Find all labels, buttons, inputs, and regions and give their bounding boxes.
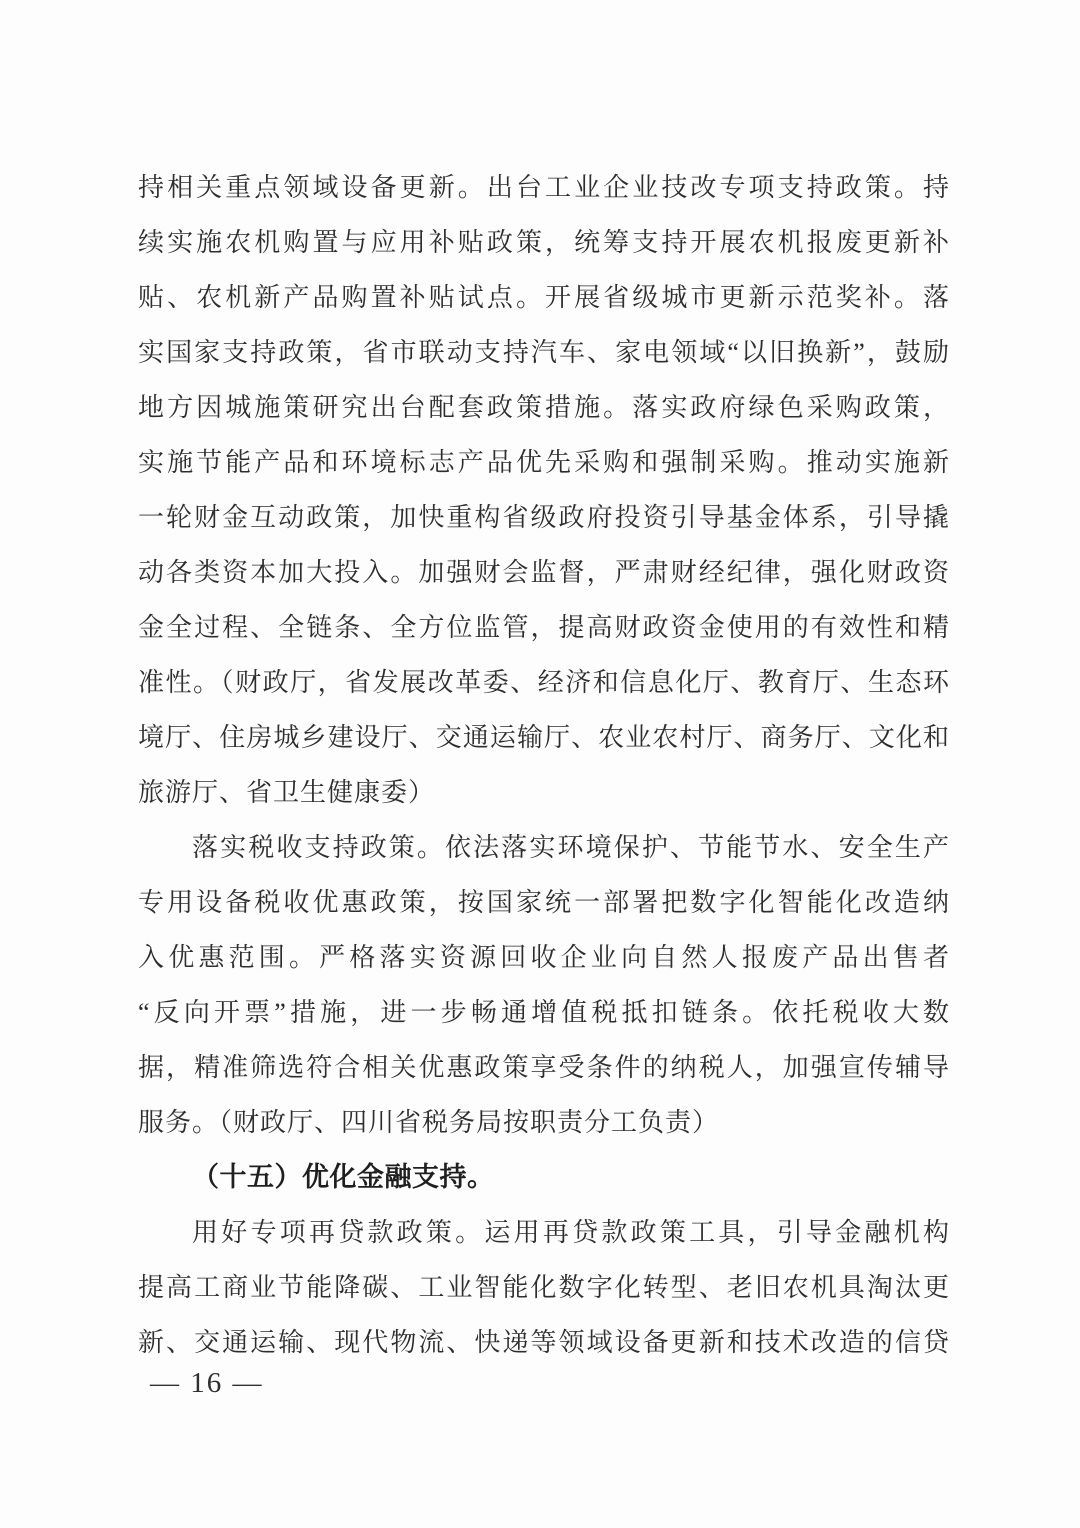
- text-line: 一轮财金互动政策，加快重构省级政府投资引导基金体系，引导撬: [138, 503, 950, 532]
- paragraph-continuation: [138, 160, 950, 820]
- text-line: 动各类资本加大投入。加强财会监督，严肃财经纪律，强化财政资: [138, 558, 950, 587]
- text-line: 金全过程、全链条、全方位监管，提高财政资金使用的有效性和精: [138, 613, 950, 642]
- text-line: 实国家支持政策，省市联动支持汽车、家电领域“以旧换新”，鼓励: [138, 338, 950, 367]
- text-line: 地方因城施策研究出台配套政策措施。落实政府绿色采购政策，: [138, 393, 950, 422]
- page-number: — 16 —: [150, 1367, 264, 1399]
- text-line: 落实税收支持政策。依法落实环境保护、节能节水、安全生产: [192, 833, 950, 862]
- text-line: 实施节能产品和环境标志产品优先采购和强制采购。推动实施新: [138, 448, 950, 477]
- text-line: 旅游厅、省卫生健康委）: [138, 778, 436, 807]
- text-line: 服务。（财政厅、四川省税务局按职责分工负责）: [138, 1108, 720, 1137]
- text-line: 新、交通运输、现代物流、快递等领域设备更新和技术改造的信贷: [138, 1328, 950, 1357]
- text-line: 持相关重点领域设备更新。出台工业企业技改专项支持政策。持: [138, 173, 950, 202]
- section-heading-15: [138, 1150, 950, 1205]
- page-body: [138, 160, 950, 1370]
- text-line: 提高工商业节能降碳、工业智能化数字化转型、老旧农机具淘汰更: [138, 1273, 950, 1302]
- text-line: 专用设备税收优惠政策，按国家统一部署把数字化智能化改造纳: [138, 888, 950, 917]
- text-line: 贴、农机新产品购置补贴试点。开展省级城市更新示范奖补。落: [138, 283, 950, 312]
- text-line: 境厅、住房城乡建设厅、交通运输厅、农业农村厅、商务厅、文化和: [138, 723, 950, 752]
- text-line: 准性。（财政厅，省发展改革委、经济和信息化厅、教育厅、生态环: [138, 668, 950, 697]
- text-line: “反向开票”措施，进一步畅通增值税抵扣链条。依托税收大数: [138, 998, 950, 1027]
- text-line: 用好专项再贷款政策。运用再贷款政策工具，引导金融机构: [192, 1218, 950, 1247]
- paragraph-special-reloans: [138, 1205, 950, 1370]
- text-line: 入优惠范围。严格落实资源回收企业向自然人报废产品出售者: [138, 943, 950, 972]
- text-line: 据，精准筛选符合相关优惠政策享受条件的纳税人，加强宣传辅导: [138, 1053, 950, 1082]
- text-line: 续实施农机购置与应用补贴政策，统筹支持开展农机报废更新补: [138, 228, 950, 257]
- section-heading-text: （十五）优化金融支持。: [192, 1162, 495, 1192]
- paragraph-tax-support: [138, 820, 950, 1150]
